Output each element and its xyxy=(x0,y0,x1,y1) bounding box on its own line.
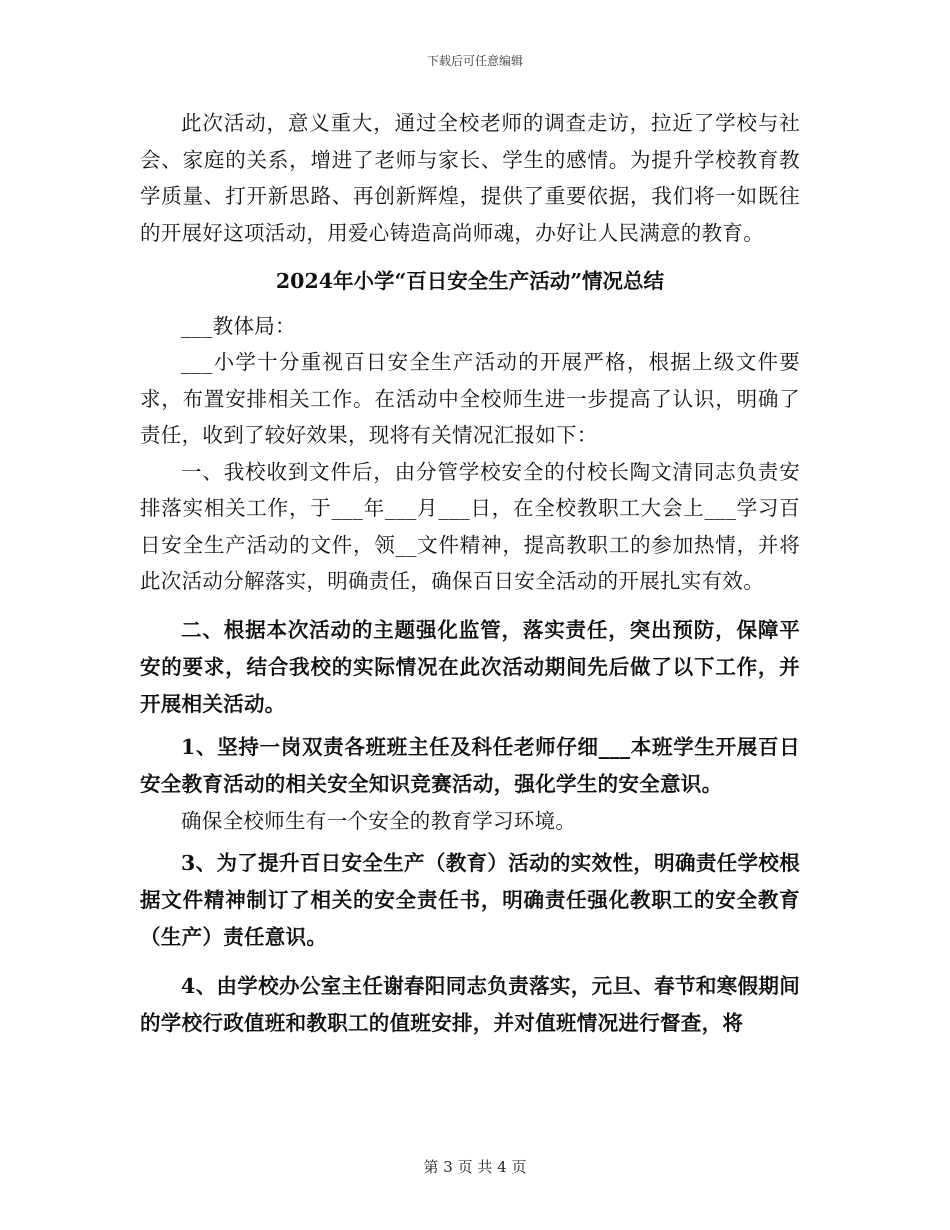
document-body xyxy=(140,105,800,1042)
page-number-footer: 第 3 页 共 4 页 xyxy=(423,1158,527,1176)
paragraph-conclusion: 此次活动，意义重大，通过全校老师的调查走访，拉近了学校与社会、家庭的关系，增进了老师与家长、学生的感情。为提升学校教育教学质量、打开新思路、再创新辉煌，提供了重要依据，我们将一如既往的开展好这项活动，用爱心铸造高尚师魂，办好让人民满意的教育。 xyxy=(140,111,800,245)
addressee-line: ___教体局： xyxy=(181,313,296,338)
page-header-note: 下载后可任意编辑 xyxy=(426,54,523,68)
paragraph-item-1: 1、坚持一岗双责各班班主任及科任老师仔细___本班学生开展百日安全教育活动的相关安全知识竞赛活动，强化学生的安全意识。 xyxy=(140,734,800,796)
paragraph-item-4: 4、由学校办公室主任谢春阳同志负责落实，元旦、春节和寒假期间的学校行政值班和教职工的值班安排，并对值班情况进行督查，将 xyxy=(140,974,800,1035)
paragraph-section-1: 一、我校收到文件后，由分管学校安全的付校长陶文清同志负责安排落实相关工作，于___年___月___日，在全校教职工大会上___学习百日安全生产活动的文件，领__文件精神，提高教职工的参加热情，并将此次活动分解落实，明确责任，确保百日安全活动的开展扎实有效。 xyxy=(140,459,800,593)
document-title: 2024年小学“百日安全生产活动”情况总结 xyxy=(275,269,665,293)
paragraph-section-2: 二、根据本次活动的主题强化监管，落实责任，突出预防，保障平安的要求，结合我校的实际情况在此次活动期间先后做了以下工作，并开展相关活动。 xyxy=(140,617,800,716)
paragraph-item-3: 3、为了提升百日安全生产（教育）活动的实效性，明确责任学校根据文件精神制订了相关的安全责任书，明确责任强化教职工的安全教育（生产）责任意识。 xyxy=(140,851,800,949)
paragraph-item-2-fragment: 确保全校师生有一个安全的教育学习环境。 xyxy=(181,808,577,833)
paragraph-intro: ___小学十分重视百日安全生产活动的开展严格，根据上级文件要求，布置安排相关工作。在活动中全校师生进一步提高了认识，明确了责任，收到了较好效果，现将有关情况汇报如下： xyxy=(140,350,800,447)
